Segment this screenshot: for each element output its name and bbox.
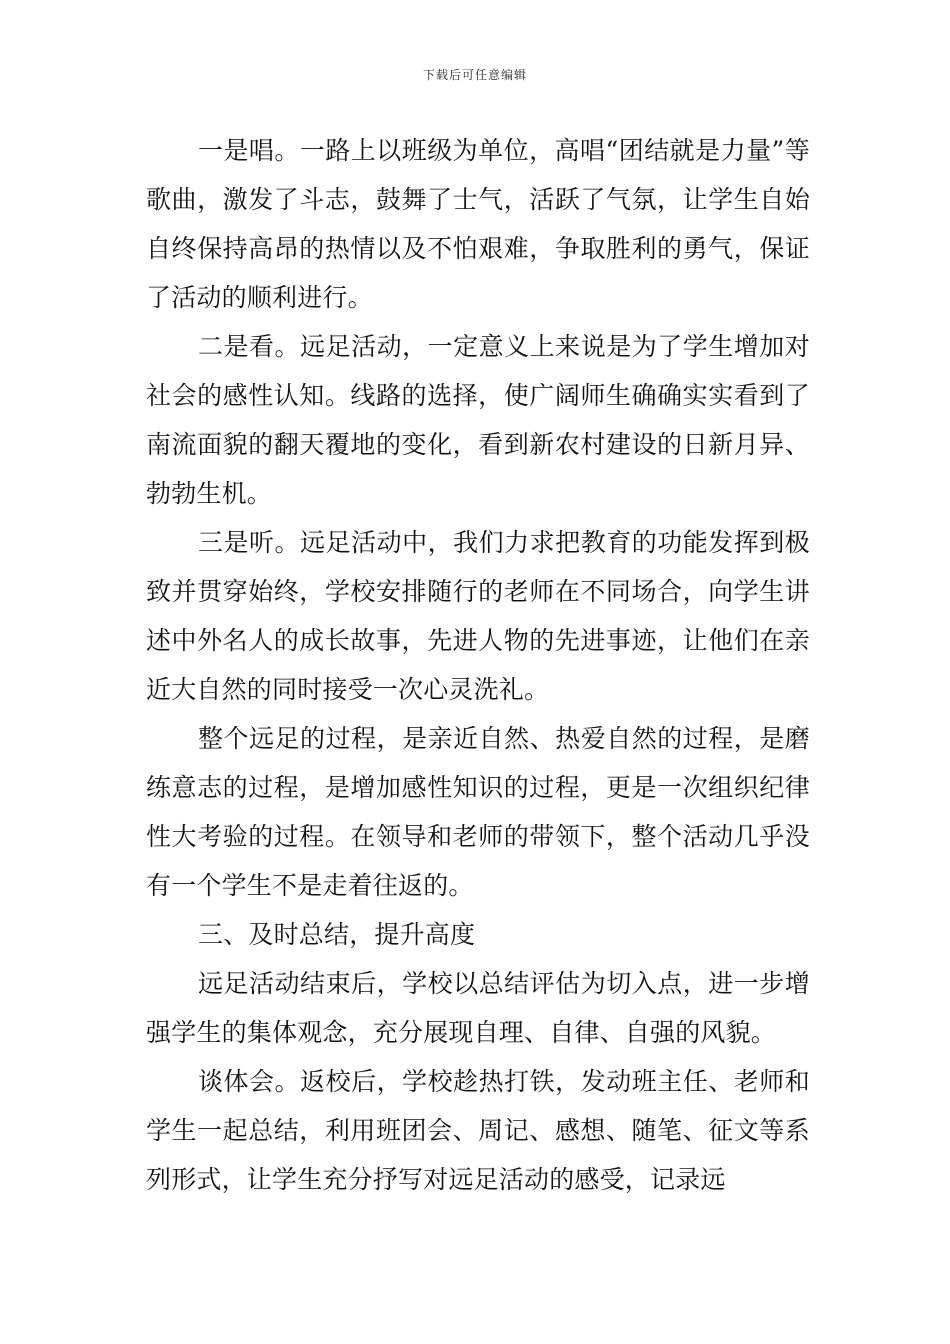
paragraph-after-activity: 远足活动结束后，学校以总结评估为切入点，进一步增强学生的集体观念，充分展现自理、自律、自强的风貌。 bbox=[146, 969, 810, 1047]
paragraph-whole-process: 整个远足的过程，是亲近自然、热爱自然的过程，是磨练意志的过程，是增加感性知识的过程，更是一次组织纪律性大考验的过程。在领导和老师的带领下，整个活动几乎没有一个学生不是走着往返的。 bbox=[146, 724, 810, 900]
paragraph-singing: 一是唱。一路上以班级为单位，高唱“团结就是力量”等歌曲，激发了斗志，鼓舞了士气，活跃了气氛，让学生自始自终保持高昂的热情以及不怕艰难，争取胜利的勇气，保证了活动的顺利进行。 bbox=[146, 136, 810, 312]
paragraph-seeing: 二是看。远足活动，一定意义上来说是为了学生增加对社会的感性认知。线路的选择，使广阔师生确确实实看到了南流面貌的翻天覆地的变化，看到新农村建设的日新月异、勃勃生机。 bbox=[146, 332, 810, 508]
document-body bbox=[146, 126, 810, 1204]
section-heading-summary: 三、及时总结，提升高度 bbox=[198, 920, 476, 949]
paragraph-experience: 谈体会。返校后，学校趁热打铁，发动班主任、老师和学生一起总结，利用班团会、周记、感想、随笔、征文等系列形式，让学生充分抒写对远足活动的感受，记录远 bbox=[146, 1067, 810, 1194]
paragraph-listening: 三是听。远足活动中，我们力求把教育的功能发挥到极致并贯穿始终，学校安排随行的老师在不同场合，向学生讲述中外名人的成长故事，先进人物的先进事迹，让他们在亲近大自然的同时接受一次心灵洗礼。 bbox=[146, 528, 810, 704]
download-note: 下载后可任意编辑 bbox=[422, 68, 527, 82]
